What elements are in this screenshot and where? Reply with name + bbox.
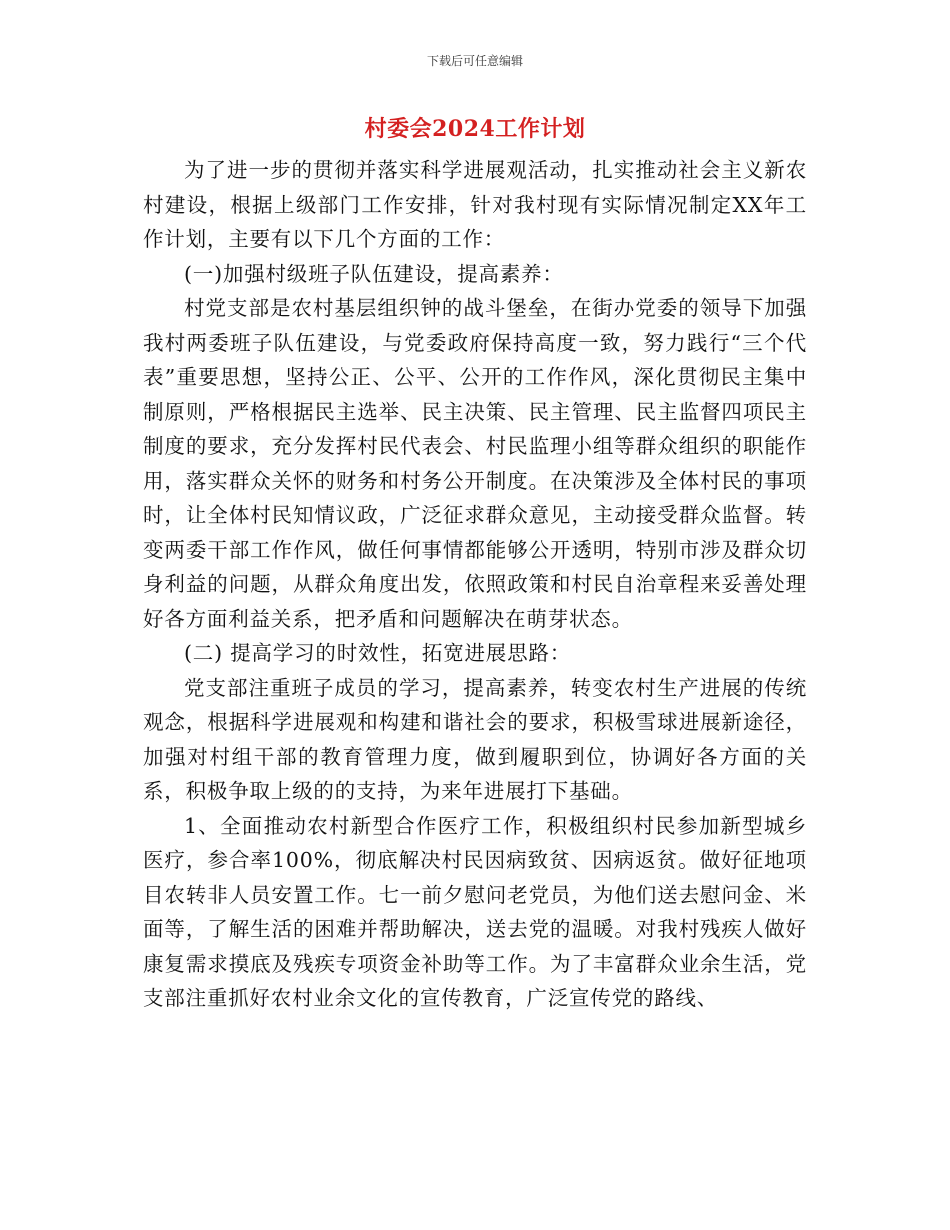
paragraph-intro: 为了进一步的贯彻并落实科学进展观活动，扎实推动社会主义新农村建设，根据上级部门工作安排，针对我村现有实际情况制定XX年工作计划，主要有以下几个方面的工作： [143,158,807,251]
section-heading-1: (一)加强村级班子队伍建设，提高素养： [184,261,564,286]
paragraph-item-1: 1、全面推动农村新型合作医疗工作，积极组织村民参加新型城乡医疗，参合率100%，彻底解决村民因病致贫、因病返贫。做好征地项目农转非人员安置工作。七一前夕慰问老党员，为他们送去慰问金、米面等，了解生活的困难并帮助解决，送去党的温暖。对我村残疾人做好康复需求摸底及残疾专项资金补助等工作。为了丰富群众业余生活，党支部注重抓好农村业余文化的宣传教育，广泛宣传党的路线、 [143,813,807,1010]
section-heading-2: (二) 提高学习的时效性，拓宽进展思路： [184,641,572,665]
document-title: 村委会2024工作计划 [364,116,586,142]
paragraph-section-2: 党支部注重班子成员的学习，提高素养，转变农村生产进展的传统观念，根据科学进展观和构建和谐社会的要求，积极雪球进展新途径，加强对村组干部的教育管理力度，做到履职到位，协调好各方面的关系，积极争取上级的的支持，为来年进展打下基础。 [143,675,807,803]
header-note: 下载后可任意编辑 [426,54,523,68]
document-body [143,153,807,1016]
paragraph-section-1: 村党支部是农村基层组织钟的战斗堡垒，在街办党委的领导下加强我村两委班子队伍建设，与党委政府保持高度一致，努力践行“三个代表”重要思想，坚持公正、公平、公开的工作作风，深化贯彻民主集中制原则，严格根据民主选举、民主决策、民主管理、民主监督四项民主制度的要求，充分发挥村民代表会、村民监理小组等群众组织的职能作用，落实群众关怀的财务和村务公开制度。在决策涉及全体村民的事项时，让全体村民知情议政，广泛征求群众意见，主动接受群众监督。转变两委干部工作作风，做任何事情都能够公开透明，特别市涉及群众切身利益的问题，从群众角度出发，依照政策和村民自治章程来妥善处理好各方面利益关系，把矛盾和问题解决在萌芽状态。 [143,296,807,631]
